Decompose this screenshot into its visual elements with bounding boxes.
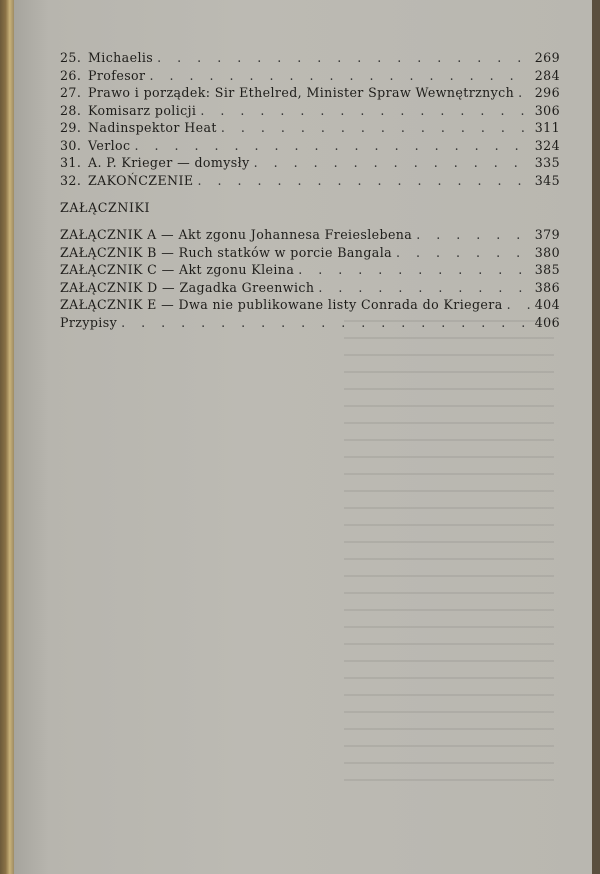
- appendix-entry: [60, 227, 560, 245]
- leader-dots: [416, 227, 530, 242]
- leader-dots: [221, 120, 530, 135]
- entry-number: 32.: [60, 172, 82, 188]
- table-of-contents: [60, 50, 560, 332]
- leader-dots: [518, 85, 530, 100]
- leader-dots: [318, 280, 530, 295]
- toc-entry: [60, 50, 560, 68]
- toc-entry: [60, 103, 560, 121]
- toc-entry: [60, 85, 560, 103]
- entry-number: 28.: [60, 102, 82, 118]
- leader-dots: [298, 262, 530, 277]
- appendix-page: 404: [534, 297, 560, 312]
- appendix-entry: [60, 315, 560, 333]
- entry-title: Prawo i porządek: Sir Ethelred, Minister Spraw Wewnętrznych: [88, 85, 515, 100]
- leader-dots: [149, 68, 530, 83]
- entry-number: 26.: [60, 67, 82, 83]
- toc-entry: [60, 120, 560, 138]
- entry-page: 311: [534, 120, 560, 135]
- appendix-title: ZAŁĄCZNIK C — Akt zgonu Kleina: [60, 262, 295, 277]
- appendix-title: ZAŁĄCZNIK E — Dwa nie publikowane listy Conrada do Kriegera: [60, 297, 503, 312]
- leader-dots: [254, 155, 530, 170]
- entry-number: 27.: [60, 85, 82, 100]
- entry-title: Verloc: [88, 137, 131, 153]
- leader-dots: [200, 103, 530, 118]
- entry-page: 269: [534, 50, 560, 65]
- appendix-page: 386: [534, 279, 560, 295]
- leader-dots: [197, 173, 530, 188]
- appendix-page: 406: [534, 314, 560, 330]
- entry-title: Komisarz policji: [88, 102, 197, 118]
- entry-number: 25.: [60, 50, 82, 65]
- toc-entry: [60, 68, 560, 86]
- book-page: [14, 0, 592, 874]
- entry-page: 296: [534, 85, 560, 100]
- entry-title: Profesor: [88, 67, 146, 83]
- appendix-title: ZAŁĄCZNIK B — Ruch statków w porcie Bangala: [60, 244, 393, 260]
- appendix-entry: [60, 280, 560, 298]
- leader-dots: [157, 50, 530, 65]
- appendix-entry: [60, 245, 560, 263]
- appendix-entry: [60, 262, 560, 280]
- entry-number: 31.: [60, 155, 82, 170]
- entry-page: 345: [534, 172, 560, 188]
- entry-title: A. P. Krieger — domysły: [88, 155, 250, 170]
- leader-dots: [396, 245, 530, 260]
- toc-entry: [60, 155, 560, 173]
- entry-number: 29.: [60, 120, 82, 135]
- entry-title: Michaelis: [88, 50, 154, 65]
- appendix-heading: ZAŁĄCZNIKI: [60, 200, 151, 215]
- book-spine: [0, 0, 14, 874]
- appendix-title: Przypisy: [60, 314, 118, 330]
- appendix-title: ZAŁĄCZNIK D — Zagadka Greenwich: [60, 279, 315, 295]
- entry-page: 335: [534, 155, 560, 170]
- toc-entry: [60, 138, 560, 156]
- entry-number: 30.: [60, 137, 82, 153]
- leader-dots: [134, 138, 530, 153]
- leader-dots: [121, 315, 530, 330]
- appendix-page: 385: [534, 262, 560, 277]
- entry-page: 306: [534, 102, 560, 118]
- entry-page: 324: [534, 137, 560, 153]
- bleed-through-text: [344, 320, 554, 790]
- appendix-page: 379: [534, 227, 560, 242]
- appendix-title: ZAŁĄCZNIK A — Akt zgonu Johannesa Freieslebena: [60, 227, 413, 242]
- toc-entry: [60, 173, 560, 191]
- appendix-entry: [60, 297, 560, 315]
- appendix-page: 380: [534, 244, 560, 260]
- entry-title: ZAKOŃCZENIE: [88, 172, 194, 188]
- leader-dots: [507, 297, 530, 312]
- entry-page: 284: [534, 67, 560, 83]
- entry-title: Nadinspektor Heat: [88, 120, 217, 135]
